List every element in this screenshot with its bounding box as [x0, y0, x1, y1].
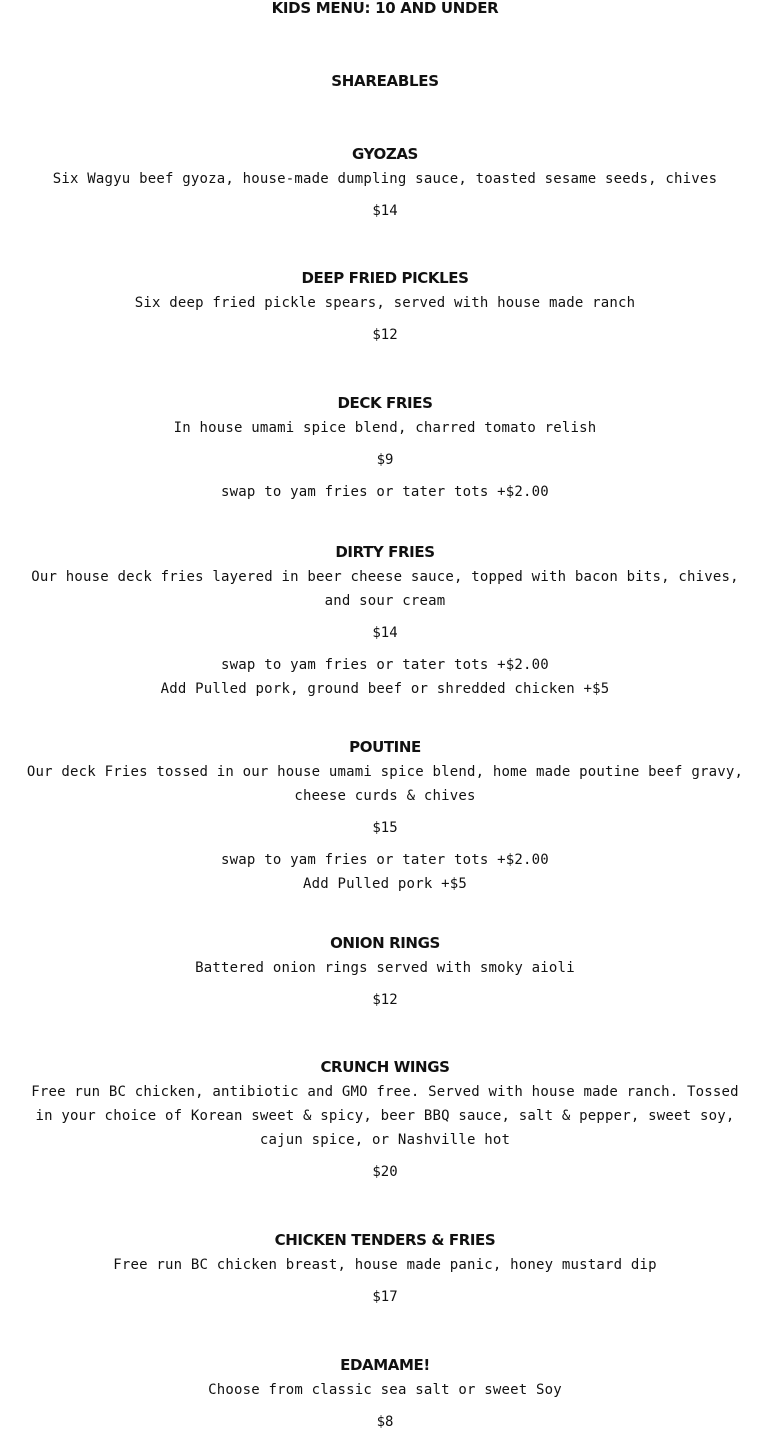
kids-menu-link[interactable]: KIDS MENU: 10 AND UNDER	[271, 0, 499, 17]
item-description: In house umami spice blend, charred tomato relish	[173, 420, 597, 436]
item-price: $8	[376, 1414, 394, 1430]
item-notes	[0, 480, 770, 504]
item-price: $15	[372, 820, 398, 836]
section-title: SHAREABLES	[331, 72, 439, 90]
item-note: swap to yam fries or tater tots +$2.00	[221, 484, 549, 500]
item-price: $12	[372, 327, 398, 343]
item-description: Six Wagyu beef gyoza, house-made dumpling sauce, toasted sesame seeds, chives	[52, 171, 718, 187]
item-description: Free run BC chicken breast, house made panic, honey mustard dip	[113, 1257, 657, 1273]
item-name: DEEP FRIED PICKLES	[301, 269, 469, 287]
item-name: CRUNCH WINGS	[320, 1058, 450, 1076]
item-name: EDAMAME!	[340, 1356, 430, 1374]
item-description: Our deck Fries tossed in our house umami spice blend, home made poutine beef gravy, cheese curds & chives	[26, 764, 744, 804]
item-note: swap to yam fries or tater tots +$2.00	[221, 852, 549, 868]
item-name: CHICKEN TENDERS & FRIES	[274, 1231, 496, 1249]
item-name: DECK FRIES	[337, 394, 433, 412]
item-price: $12	[372, 992, 398, 1008]
menu-item-gyozas	[0, 145, 770, 223]
item-description: Choose from classic sea salt or sweet Soy	[208, 1382, 562, 1398]
item-note: Add Pulled pork +$5	[303, 876, 467, 892]
item-name: GYOZAS	[352, 145, 418, 163]
menu-item-poutine	[0, 738, 770, 896]
item-note: swap to yam fries or tater tots +$2.00	[221, 657, 549, 673]
menu-item-crunch-wings	[0, 1058, 770, 1184]
menu-item-chicken-tenders	[0, 1231, 770, 1309]
menu-item-deep-fried-pickles	[0, 269, 770, 347]
item-description: Six deep fried pickle spears, served with house made ranch	[134, 295, 636, 311]
item-price: $20	[372, 1164, 398, 1180]
item-description: Free run BC chicken, antibiotic and GMO free. Served with house made ranch. Tossed in your choice of Korean sweet & spicy, beer BBQ sauce, salt & pepper, sweet soy, cajun spice, or Nashville hot	[31, 1084, 739, 1148]
menu-item-edamame	[0, 1356, 770, 1434]
item-name: ONION RINGS	[330, 934, 440, 952]
item-notes	[0, 653, 770, 701]
item-price: $17	[372, 1289, 398, 1305]
item-note: Add Pulled pork, ground beef or shredded chicken +$5	[160, 681, 610, 697]
item-notes	[0, 848, 770, 896]
item-name: POUTINE	[349, 738, 421, 756]
item-description: Our house deck fries layered in beer cheese sauce, topped with bacon bits, chives, and sour cream	[31, 569, 739, 609]
menu-item-deck-fries	[0, 394, 770, 504]
item-price: $14	[372, 203, 398, 219]
item-price: $14	[372, 625, 398, 641]
item-name: DIRTY FRIES	[335, 543, 435, 561]
item-price: $9	[376, 452, 394, 468]
item-description: Battered onion rings served with smoky aioli	[195, 960, 575, 976]
menu-item-onion-rings	[0, 934, 770, 1012]
menu-item-dirty-fries	[0, 543, 770, 701]
